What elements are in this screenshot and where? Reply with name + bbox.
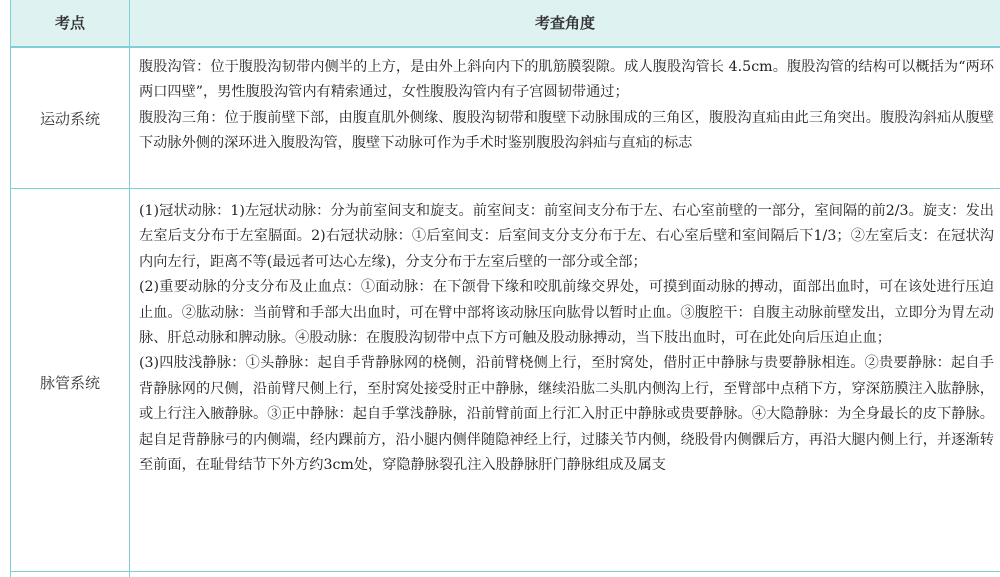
row-content-motor-system — [139, 55, 994, 157]
table-header-row — [11, 0, 1000, 48]
row-content-vascular-system — [139, 199, 994, 478]
row-divider — [11, 188, 1000, 189]
content-paragraph: 腹股沟三角：位于腹前壁下部，由腹直肌外侧缘、腹股沟韧带和腹壁下动脉围成的三角区，腹股沟直疝由此三角突出。腹股沟斜疝从腹壁下动脉外侧的深环进入腹股沟管，腹壁下动脉可作为手术时鉴别腹股沟斜疝与直疝的标志 — [139, 109, 994, 152]
column-divider — [129, 0, 130, 577]
row-divider-bottom — [11, 571, 1000, 572]
row-label-vascular-system: 脉管系统 — [39, 374, 100, 392]
knowledge-table — [10, 0, 1000, 577]
content-paragraph: 腹股沟管：位于腹股沟韧带内侧半的上方，是由外上斜向内下的肌筋膜裂隙。成人腹股沟管长 4.5cm。腹股沟管的结构可以概括为“两环两口四壁”，男性腹股沟管内有精索通过，女性腹股沟管内有子宫圆韧带通过； — [139, 59, 994, 101]
content-paragraph: (3)四肢浅静脉：①头静脉：起自手背静脉网的桡侧，沿前臂桡侧上行，至肘窝处，借肘正中静脉与贵要静脉相连。②贵要静脉：起自手背静脉网的尺侧，沿前臂尺侧上行，至肘窝处接受肘正中静脉，继续沿肱二头肌内侧沟上行，至臂部中点稍下方，穿深筋膜注入肱静脉，或上行注入腋静脉。③正中静脉：起自手掌浅静脉，沿前臂前面上行汇入肘正中静脉或贵要静脉。④大隐静脉：为全身最长的皮下静脉。起自足背静脉弓的内侧端，经内踝前方，沿小腿内侧伴随隐神经上行，过膝关节内侧，绕股骨内侧髁后方，再沿大腿内侧上行，并逐渐转至前面，在耻骨结节下外方约3cm处，穿隐静脉裂孔注入股静脉肝门静脉组成及属支 — [139, 355, 994, 474]
header-angle: 考查角度 — [534, 14, 595, 32]
row-label-motor-system: 运动系统 — [39, 110, 100, 128]
header-topic: 考点 — [54, 14, 85, 32]
content-paragraph: (2)重要动脉的分支分布及止血点：①面动脉：在下颌骨下缘和咬肌前缘交界处，可摸到面动脉的搏动，面部出血时，可在该处进行压迫止血。②肱动脉：当前臂和手部大出血时，可在臂中部将该动脉压向肱骨以暂时止血。③腹腔干：自腹主动脉前壁发出，立即分为胃左动脉、肝总动脉和脾动脉。④股动脉：在腹股沟韧带中点下方可触及股动脉搏动，当下肢出血时，可在此处向后压迫止血； — [139, 279, 994, 347]
content-paragraph: (1)冠状动脉：1)左冠状动脉：分为前室间支和旋支。前室间支：前室间支分布于左、右心室前壁的一部分，室间隔的前2/3。旋支：发出左室后支分布于左室膈面。2)右冠状动脉：①后室间支：后室间支分支分布于左、右心室后壁和室间隔后下1/3；②左室后支：在冠状沟内向左行，距离不等(最远者可达心左缘)，分支分布于左室后壁的一部分或全部； — [139, 203, 994, 270]
